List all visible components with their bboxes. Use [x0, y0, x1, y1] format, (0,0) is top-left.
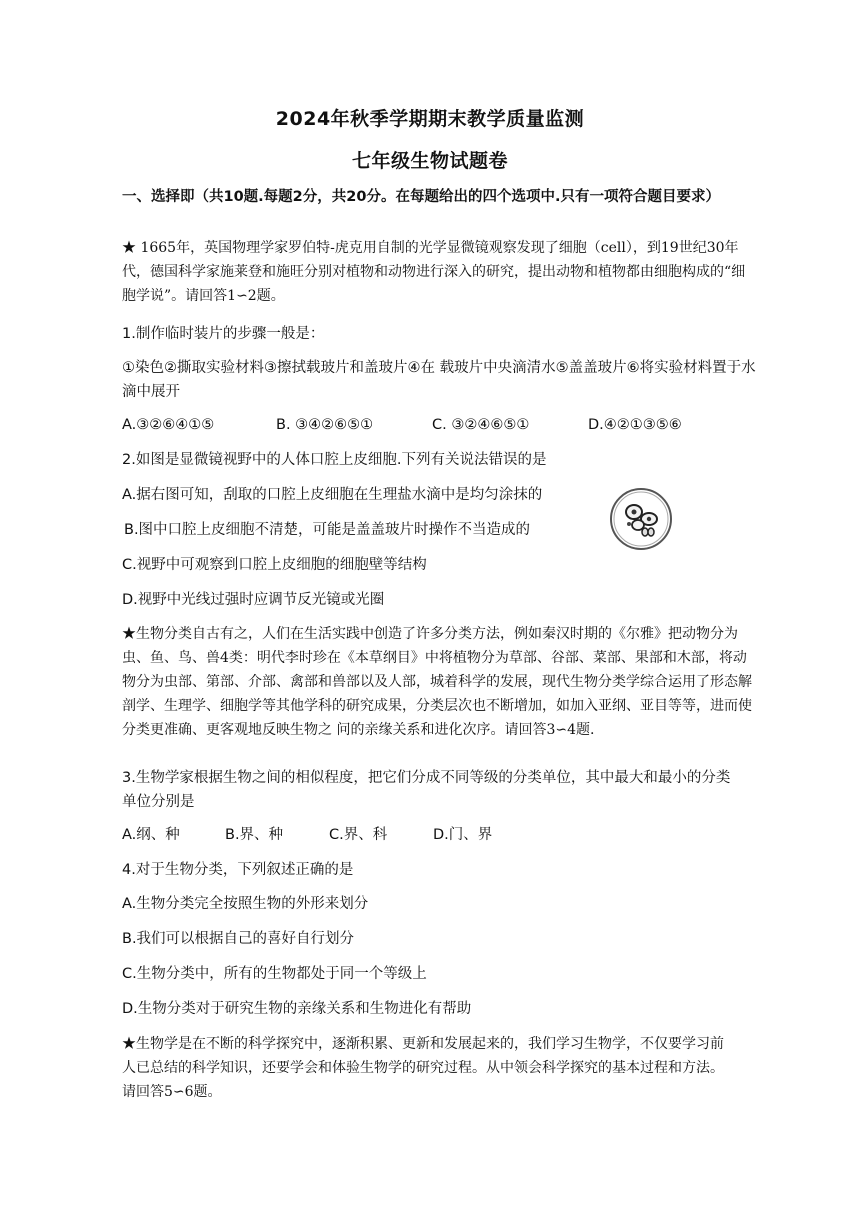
question-3-options — [122, 823, 492, 847]
passage-scientific-inquiry: ★生物学是在不断的科学探究中，逐渐积累、更新和发展起来的，我们学习生物学，不仅要学习前人已总结的科学知识，还要学会和体验生物学的研究过程。从中领会科学探究的基本过程和方法。请回答5∽6题。 — [122, 1036, 724, 1100]
question-1-option-c: C. ③②④⑥⑤① — [432, 417, 530, 433]
question-1-option-a: A.③②⑥④①⑤ — [122, 417, 215, 433]
question-4-option-c: C.生物分类中，所有的生物都处于同一个等级上 — [122, 966, 427, 982]
question-1-stem: 1.制作临时装片的步骤一般是： — [122, 326, 325, 342]
question-4-stem: 4.对于生物分类，下列叙述正确的是 — [122, 862, 354, 878]
question-3-option-a: A.纲、种 — [122, 827, 180, 843]
question-2-option-d: D.视野中光线过强时应调节反光镜或光圈 — [122, 592, 385, 608]
question-4-option-d: D.生物分类对于研究生物的亲缘关系和生物进化有帮助 — [122, 1001, 472, 1017]
microscope-cell-figure — [609, 487, 673, 551]
question-1-option-d: D.④②①③⑤⑥ — [588, 417, 682, 433]
question-3-option-c: C.界、科 — [329, 827, 388, 843]
question-3-option-b: B.界、种 — [225, 827, 284, 843]
passage-cell-history: ★ 1665年，英国物理学家罗伯特-虎克用自制的光学显微镜观察发现了细胞（cell），到19世纪30年代，德国科学家施莱登和施旺分别对植物和动物进行深入的研究，提出动物和植物都由细胞构成的“细胞学说”。请回答1∽2题。 — [122, 240, 746, 304]
section-heading: 一、选择即（共10题.每题2分，共20分。在每题给出的四个选项中.只有一项符合题目要求） — [122, 189, 720, 205]
question-3-stem: 3.生物学家根据生物之间的相似程度，把它们分成不同等级的分类单位，其中最大和最小的分类单位分别是 — [122, 770, 731, 810]
exam-title: 2024年秋季学期期末教学质量监测 — [275, 108, 585, 130]
question-1-options — [122, 413, 682, 437]
question-4-option-a: A.生物分类完全按照生物的外形来划分 — [122, 896, 369, 912]
exam-subtitle: 七年级生物试题卷 — [351, 150, 508, 172]
question-2-option-c: C.视野中可观察到口腔上皮细胞的细胞壁等结构 — [122, 557, 427, 573]
question-1-option-b: B. ③④②⑥⑤① — [276, 417, 374, 433]
passage-classification-history: ★生物分类自古有之，人们在生活实践中创造了许多分类方法，例如秦汉时期的《尔雅》把动物分为虫、鱼、鸟、兽4类：明代李时珍在《本草纲目》中将植物分为草部、谷部、菜部、果部和木部，将动物分为虫部、第部、介部、禽部和兽部以及人部，城着科学的发展，现代生物分类学综合运用了形态解剖学、生理学、细胞学等其他学科的研究成果，分类层次也不断增加，如加入亚纲、亚目等等，进而使分类更准确、更客观地反映生物之 问的亲缘关系和进化次序。请回答3∽4题. — [122, 626, 752, 738]
question-4-option-b: B.我们可以根据自己的喜好自行划分 — [122, 931, 355, 947]
question-2-option-b: B.图中口腔上皮细胞不清楚，可能是盖盖玻片时操作不当造成的 — [124, 522, 531, 538]
question-2-stem: 2.如图是显微镜视野中的人体口腔上皮细胞.下列有关说法错误的是 — [122, 452, 547, 468]
question-2-option-a: A.据右图可知，刮取的口腔上皮细胞在生理盐水滴中是均匀涂抹的 — [122, 487, 543, 503]
question-3-option-d: D.门、界 — [433, 827, 493, 843]
question-1-steps: ①染色②撕取实验材料③擦拭载玻片和盖玻片④在 载玻片中央滴清水⑤盖盖玻片⑥将实验材料置于水滴中展开 — [122, 360, 756, 400]
